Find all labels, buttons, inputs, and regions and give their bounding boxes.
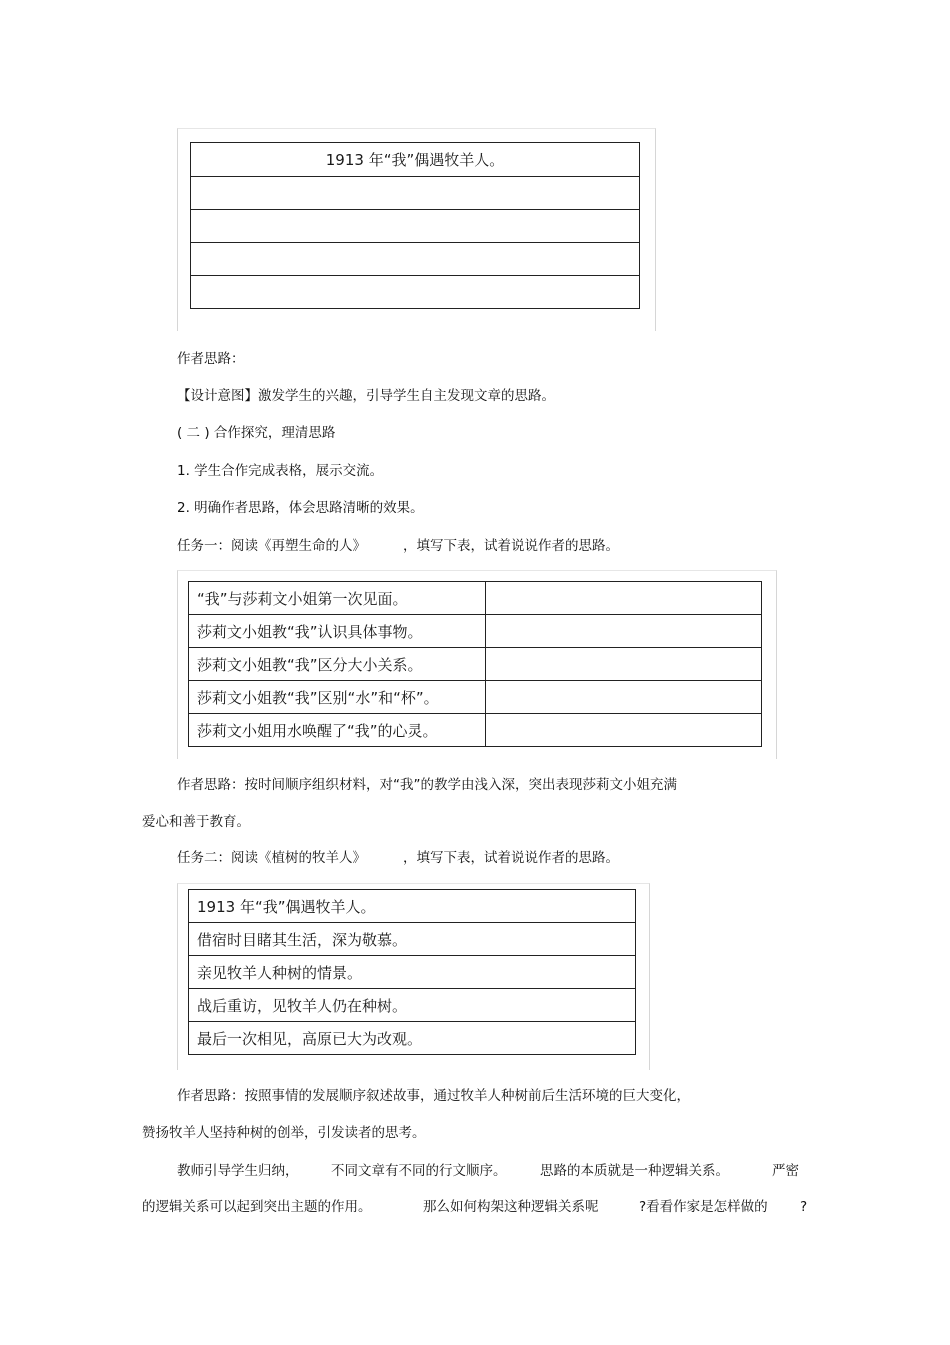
table-row xyxy=(189,956,636,989)
table-cell: 1913 年“我”偶遇牧羊人。 xyxy=(189,890,636,923)
table-cell: “我”与莎莉文小姐第一次见面。 xyxy=(189,582,486,615)
table-row xyxy=(189,681,762,714)
table-row xyxy=(191,276,640,309)
task2-author-thought-line1: 作者思路：按照事情的发展顺序叙述故事，通过牧羊人种树前后生活环境的巨大变化， xyxy=(177,1088,690,1104)
table-cell: 亲见牧羊人种树的情景。 xyxy=(189,956,636,989)
table-row xyxy=(189,1022,636,1055)
table-row xyxy=(189,923,636,956)
table-row xyxy=(191,177,640,210)
table-cell-blank xyxy=(486,582,762,615)
table-row xyxy=(189,714,762,747)
table-row xyxy=(191,210,640,243)
table-row xyxy=(189,648,762,681)
summary-line2-part4: ? xyxy=(800,1199,808,1215)
summary-line1-part4: 严密 xyxy=(772,1163,799,1179)
table-row xyxy=(189,615,762,648)
task1-author-thought-line2: 爱心和善于教育。 xyxy=(142,814,250,830)
table-row xyxy=(191,143,640,177)
table-task1 xyxy=(188,581,762,747)
table-cell: 莎莉文小姐用水唤醒了“我”的心灵。 xyxy=(189,714,486,747)
table-cell xyxy=(191,210,640,243)
table-cell: 战后重访，见牧羊人仍在种树。 xyxy=(189,989,636,1022)
table-cell: 最后一次相见，高原已大为改观。 xyxy=(189,1022,636,1055)
table-cell-blank xyxy=(486,648,762,681)
task1-author-thought-line1: 作者思路：按时间顺序组织材料，对“我”的教学由浅入深，突出表现莎莉文小姐充满 xyxy=(177,777,677,793)
table-row xyxy=(191,243,640,276)
step-1: 1. 学生合作完成表格，展示交流。 xyxy=(177,463,384,479)
summary-line1-part1: 教师引导学生归纳， xyxy=(177,1163,299,1179)
table-row xyxy=(189,989,636,1022)
table-cell: 1913 年“我”偶遇牧羊人。 xyxy=(191,143,640,177)
table-cell-blank xyxy=(486,681,762,714)
table-cell xyxy=(191,276,640,309)
design-intent: 【设计意图】激发学生的兴趣，引导学生自主发现文章的思路。 xyxy=(177,388,555,404)
author-thought-label: 作者思路： xyxy=(177,351,245,367)
table-cell xyxy=(191,177,640,210)
task1-instruction-end: ，填写下表，试着说说作者的思路。 xyxy=(403,538,619,554)
summary-line2-part2: 那么如何构架这种逻辑关系呢 xyxy=(423,1199,599,1215)
table-cell-blank xyxy=(486,615,762,648)
summary-line1-part3: 思路的本质就是一种逻辑关系。 xyxy=(540,1163,729,1179)
table-task2 xyxy=(188,889,636,1055)
table-top xyxy=(190,142,640,309)
table-cell-blank xyxy=(486,714,762,747)
task2-instruction-start: 任务二：阅读《植树的牧羊人》 xyxy=(177,850,366,866)
task2-instruction-end: ，填写下表，试着说说作者的思路。 xyxy=(403,850,619,866)
table-cell: 莎莉文小姐教“我”区分大小关系。 xyxy=(189,648,486,681)
table-cell: 莎莉文小姐教“我”区别“水”和“杯”。 xyxy=(189,681,486,714)
table-row xyxy=(189,890,636,923)
section-heading: ( 二 ) 合作探究，理清思路 xyxy=(177,425,336,441)
summary-line2-part1: 的逻辑关系可以起到突出主题的作用。 xyxy=(142,1199,372,1215)
table-cell: 莎莉文小姐教“我”认识具体事物。 xyxy=(189,615,486,648)
table-cell: 借宿时目睹其生活，深为敬慕。 xyxy=(189,923,636,956)
task2-author-thought-line2: 赞扬牧羊人坚持种树的创举，引发读者的思考。 xyxy=(142,1125,426,1141)
table-row xyxy=(189,582,762,615)
task1-instruction-start: 任务一：阅读《再塑生命的人》 xyxy=(177,538,366,554)
table-cell xyxy=(191,243,640,276)
step-2: 2. 明确作者思路，体会思路清晰的效果。 xyxy=(177,500,424,516)
summary-line1-part2: 不同文章有不同的行文顺序。 xyxy=(331,1163,507,1179)
summary-line2-part3: ?看看作家是怎样做的 xyxy=(639,1199,768,1215)
